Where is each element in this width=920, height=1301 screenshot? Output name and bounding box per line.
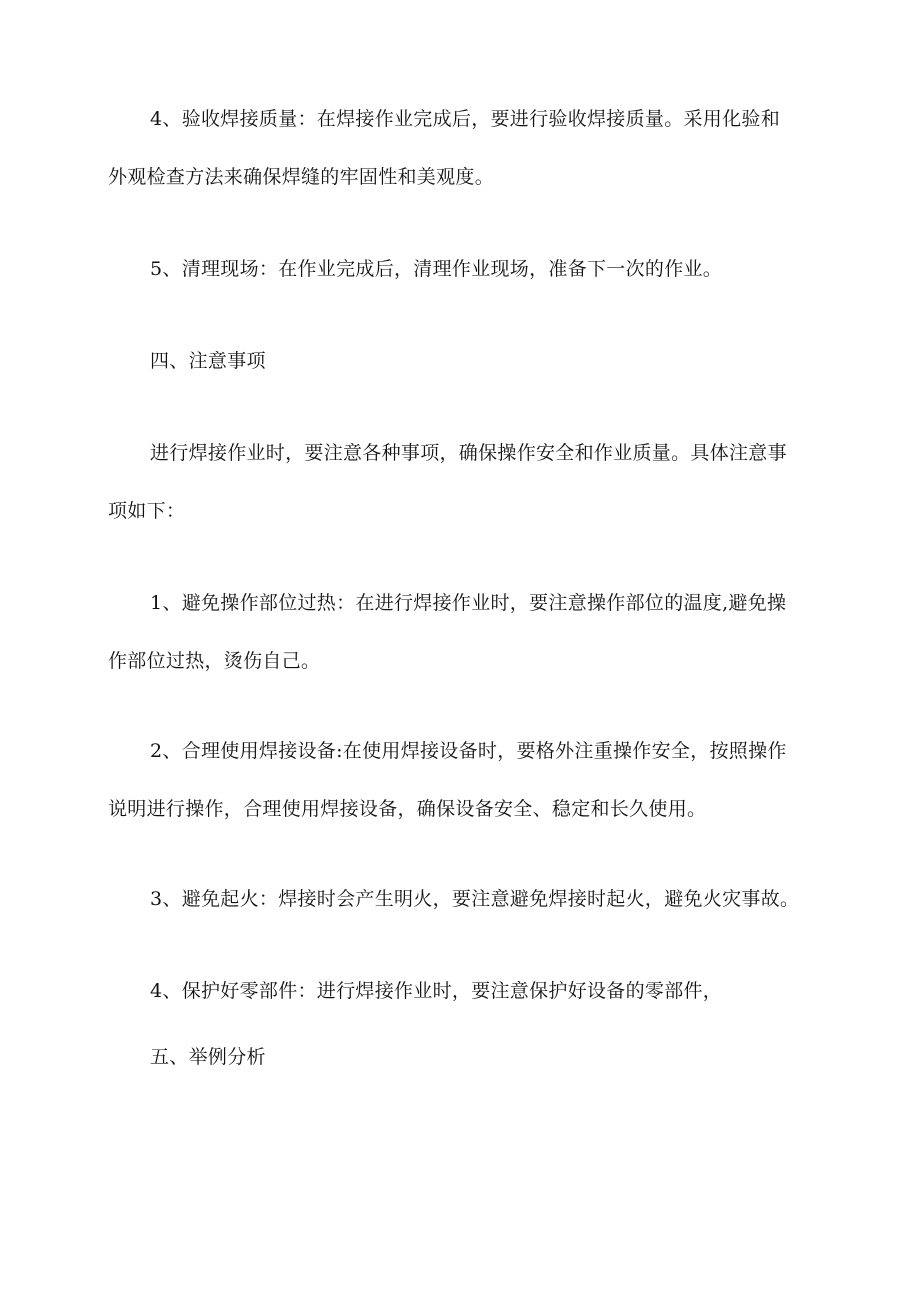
paragraph-clean-site: 5、清理现场：在作业完成后，清理作业现场，准备下一次的作业。 xyxy=(150,258,723,280)
paragraph-precautions-intro-line-1: 进行焊接作业时，要注意各种事项，确保操作安全和作业质量。具体注意事 xyxy=(150,442,787,464)
paragraph-use-equipment-line-1: 2、合理使用焊接设备:在使用焊接设备时，要格外注重操作安全，按照操作 xyxy=(150,740,787,762)
section-heading-precautions: 四、注意事项 xyxy=(150,350,266,372)
paragraph-avoid-fire: 3、避免起火：焊接时会产生明火，要注意避免焊接时起火，避免火灾事故。 xyxy=(150,888,800,910)
paragraph-use-equipment-line-2: 说明进行操作，合理使用焊接设备，确保设备安全、稳定和长久使用。 xyxy=(108,798,707,820)
paragraph-avoid-overheat-line-1: 1、避免操作部位过热：在进行焊接作业时，要注意操作部位的温度,避免操 xyxy=(150,592,787,614)
paragraph-protect-parts: 4、保护好零部件：进行焊接作业时，要注意保护好设备的零部件， xyxy=(150,980,723,1002)
paragraph-inspect-quality-line-1: 4、验收焊接质量：在焊接作业完成后，要进行验收焊接质量。采用化验和 xyxy=(150,108,780,130)
paragraph-avoid-overheat-line-2: 作部位过热，烫伤自己。 xyxy=(108,650,321,672)
paragraph-inspect-quality-line-2: 外观检查方法来确保焊缝的牢固性和美观度。 xyxy=(108,166,495,188)
paragraph-precautions-intro-line-2: 项如下： xyxy=(108,500,186,522)
section-heading-case-analysis: 五、举例分析 xyxy=(150,1046,266,1068)
